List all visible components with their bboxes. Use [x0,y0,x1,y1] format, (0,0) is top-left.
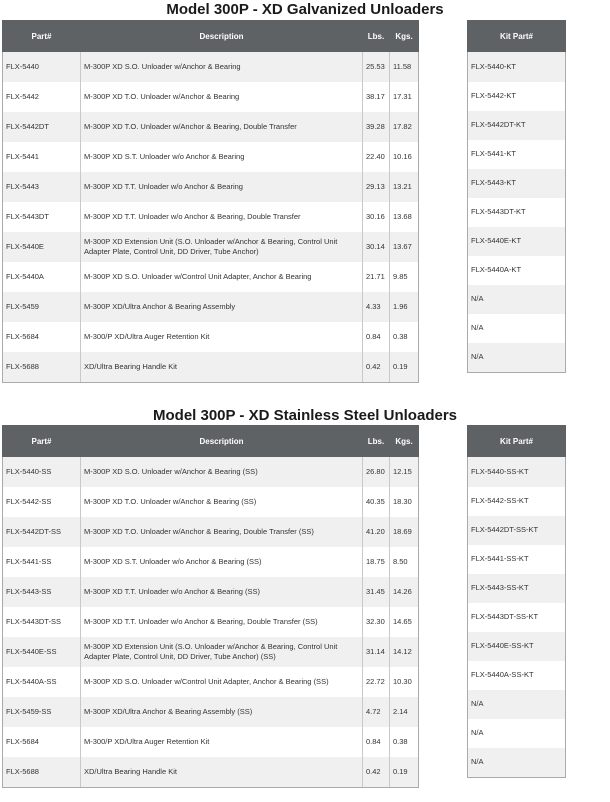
weight-lbs-cell: 21.71 [363,262,390,292]
weight-lbs-cell: 41.20 [363,517,390,547]
table-row [3,52,419,83]
column-header-lbs: Lbs. [363,21,390,52]
weight-kgs-cell: 2.14 [390,697,419,727]
description-cell: M-300P XD Extension Unit (S.O. Unloader w/Anchor & Bearing, Control Unit Adapter Plate, Control Unit, DD Driver, Tube Anchor) (SS) [81,637,363,667]
description-cell: XD/Ultra Bearing Handle Kit [81,352,363,383]
part-number-cell: FLX-5443 [3,172,81,202]
weight-kgs-cell: 18.30 [390,487,419,517]
kit-part-cell: FLX-5440E-KT [468,227,566,256]
table-row [468,632,566,661]
kit-part-cell: N/A [468,690,566,719]
weight-kgs-cell: 18.69 [390,517,419,547]
kit-part-cell: FLX-5440-SS-KT [468,457,566,487]
table-row [468,227,566,256]
description-cell: XD/Ultra Bearing Handle Kit [81,757,363,788]
kit-part-cell: FLX-5441-SS-KT [468,545,566,574]
part-number-cell: FLX-5441-SS [3,547,81,577]
description-cell: M-300P XD T.T. Unloader w/o Anchor & Bearing (SS) [81,577,363,607]
column-header-kgs: Kgs. [390,21,419,52]
weight-lbs-cell: 31.14 [363,637,390,667]
table-row [3,202,419,232]
weight-kgs-cell: 8.50 [390,547,419,577]
table-row [3,232,419,262]
stainless-parts-table [2,425,419,788]
description-cell: M-300P XD T.T. Unloader w/o Anchor & Bearing [81,172,363,202]
column-header-part: Part# [3,21,81,52]
kit-part-cell: N/A [468,285,566,314]
description-cell: M-300P XD T.O. Unloader w/Anchor & Bearing, Double Transfer [81,112,363,142]
weight-lbs-cell: 0.84 [363,322,390,352]
column-header-kit: Kit Part# [468,426,566,457]
kit-part-cell: FLX-5443-SS-KT [468,574,566,603]
table-row [3,172,419,202]
table-header-row [468,426,566,457]
kit-part-cell: FLX-5442DT-KT [468,111,566,140]
part-number-cell: FLX-5440A [3,262,81,292]
table-row [3,667,419,697]
weight-lbs-cell: 4.72 [363,697,390,727]
weight-lbs-cell: 22.72 [363,667,390,697]
weight-lbs-cell: 30.16 [363,202,390,232]
table-row [468,574,566,603]
part-number-cell: FLX-5442 [3,82,81,112]
table-row [3,457,419,488]
table-row [468,111,566,140]
weight-kgs-cell: 11.58 [390,52,419,83]
kit-part-cell: FLX-5442-KT [468,82,566,111]
part-number-cell: FLX-5688 [3,757,81,788]
part-number-cell: FLX-5442DT [3,112,81,142]
column-header-description: Description [81,426,363,457]
weight-kgs-cell: 12.15 [390,457,419,488]
part-number-cell: FLX-5441 [3,142,81,172]
column-header-kgs: Kgs. [390,426,419,457]
table-header-row [468,21,566,52]
weight-kgs-cell: 14.65 [390,607,419,637]
part-number-cell: FLX-5442DT-SS [3,517,81,547]
table-row [3,547,419,577]
table-row [3,607,419,637]
description-cell: M-300P XD T.O. Unloader w/Anchor & Bearing (SS) [81,487,363,517]
table-row [468,140,566,169]
part-number-cell: FLX-5443DT-SS [3,607,81,637]
kit-part-cell: N/A [468,748,566,778]
part-number-cell: FLX-5684 [3,322,81,352]
description-cell: M-300/P XD/Ultra Auger Retention Kit [81,322,363,352]
description-cell: M-300P XD S.O. Unloader w/Anchor & Bearing (SS) [81,457,363,488]
kit-part-cell: FLX-5440E-SS-KT [468,632,566,661]
weight-kgs-cell: 0.19 [390,352,419,383]
weight-kgs-cell: 17.82 [390,112,419,142]
kit-part-cell: FLX-5440A-SS-KT [468,661,566,690]
weight-lbs-cell: 29.13 [363,172,390,202]
table-row [468,343,566,373]
weight-kgs-cell: 10.16 [390,142,419,172]
weight-kgs-cell: 1.96 [390,292,419,322]
part-number-cell: FLX-5442-SS [3,487,81,517]
kit-part-cell: FLX-5443-KT [468,169,566,198]
part-number-cell: FLX-5440E [3,232,81,262]
part-number-cell: FLX-5440-SS [3,457,81,488]
section-title: Model 300P - XD Galvanized Unloaders [166,1,444,18]
description-cell: M-300P XD S.O. Unloader w/Anchor & Bearing [81,52,363,83]
weight-lbs-cell: 22.40 [363,142,390,172]
weight-lbs-cell: 18.75 [363,547,390,577]
weight-kgs-cell: 17.31 [390,82,419,112]
kit-part-cell: N/A [468,719,566,748]
table-row [3,517,419,547]
part-number-cell: FLX-5684 [3,727,81,757]
table-row [3,142,419,172]
table-header-row [3,21,419,52]
column-header-kit: Kit Part# [468,21,566,52]
weight-kgs-cell: 10.30 [390,667,419,697]
weight-kgs-cell: 13.67 [390,232,419,262]
kit-part-cell: FLX-5442DT-SS-KT [468,516,566,545]
part-number-cell: FLX-5440 [3,52,81,83]
kit-part-cell: FLX-5440A-KT [468,256,566,285]
weight-lbs-cell: 4.33 [363,292,390,322]
table-row [3,697,419,727]
part-number-cell: FLX-5443-SS [3,577,81,607]
table-row [468,748,566,778]
table-row [3,352,419,383]
section-title: Model 300P - XD Stainless Steel Unloaders [153,407,457,424]
kit-part-cell: FLX-5443DT-SS-KT [468,603,566,632]
description-cell: M-300P XD S.T. Unloader w/o Anchor & Bearing [81,142,363,172]
table-row [468,719,566,748]
description-cell: M-300P XD S.O. Unloader w/Control Unit Adapter, Anchor & Bearing [81,262,363,292]
weight-kgs-cell: 0.38 [390,322,419,352]
part-number-cell: FLX-5459-SS [3,697,81,727]
part-number-cell: FLX-5688 [3,352,81,383]
table-row [468,82,566,111]
weight-kgs-cell: 13.21 [390,172,419,202]
description-cell: M-300P XD/Ultra Anchor & Bearing Assembly (SS) [81,697,363,727]
description-cell: M-300P XD S.O. Unloader w/Control Unit Adapter, Anchor & Bearing (SS) [81,667,363,697]
weight-lbs-cell: 40.35 [363,487,390,517]
table-row [468,457,566,487]
part-number-cell: FLX-5459 [3,292,81,322]
table-row [468,487,566,516]
stainless-kit-table [467,425,566,778]
description-cell: M-300P XD T.T. Unloader w/o Anchor & Bearing, Double Transfer (SS) [81,607,363,637]
description-cell: M-300/P XD/Ultra Auger Retention Kit [81,727,363,757]
kit-part-cell: N/A [468,343,566,373]
weight-lbs-cell: 32.30 [363,607,390,637]
weight-lbs-cell: 39.28 [363,112,390,142]
kit-part-cell: N/A [468,314,566,343]
weight-kgs-cell: 14.12 [390,637,419,667]
table-row [468,690,566,719]
weight-lbs-cell: 25.53 [363,52,390,83]
description-cell: M-300P XD Extension Unit (S.O. Unloader w/Anchor & Bearing, Control Unit Adapter Plate, Control Unit, DD Driver, Tube Anchor) [81,232,363,262]
galvanized-parts-table [2,20,419,383]
kit-part-cell: FLX-5442-SS-KT [468,487,566,516]
weight-lbs-cell: 31.45 [363,577,390,607]
description-cell: M-300P XD/Ultra Anchor & Bearing Assembly [81,292,363,322]
table-row [3,292,419,322]
column-header-description: Description [81,21,363,52]
table-row [468,603,566,632]
part-number-cell: FLX-5443DT [3,202,81,232]
weight-lbs-cell: 38.17 [363,82,390,112]
table-header-row [3,426,419,457]
table-row [3,757,419,788]
table-row [468,169,566,198]
description-cell: M-300P XD T.O. Unloader w/Anchor & Bearing, Double Transfer (SS) [81,517,363,547]
description-cell: M-300P XD T.O. Unloader w/Anchor & Bearing [81,82,363,112]
table-row [468,198,566,227]
table-row [3,637,419,667]
weight-lbs-cell: 26.80 [363,457,390,488]
table-row [3,577,419,607]
weight-kgs-cell: 9.85 [390,262,419,292]
part-number-cell: FLX-5440E-SS [3,637,81,667]
table-row [468,516,566,545]
weight-lbs-cell: 0.84 [363,727,390,757]
weight-kgs-cell: 13.68 [390,202,419,232]
table-row [3,112,419,142]
column-header-part: Part# [3,426,81,457]
description-cell: M-300P XD S.T. Unloader w/o Anchor & Bearing (SS) [81,547,363,577]
kit-part-cell: FLX-5441-KT [468,140,566,169]
table-row [468,661,566,690]
table-row [468,256,566,285]
table-row [3,82,419,112]
table-row [3,487,419,517]
weight-kgs-cell: 0.38 [390,727,419,757]
table-row [3,727,419,757]
kit-part-cell: FLX-5443DT-KT [468,198,566,227]
kit-part-cell: FLX-5440-KT [468,52,566,82]
part-number-cell: FLX-5440A-SS [3,667,81,697]
table-row [3,262,419,292]
table-row [3,322,419,352]
table-row [468,314,566,343]
column-header-lbs: Lbs. [363,426,390,457]
galvanized-kit-table [467,20,566,373]
weight-lbs-cell: 30.14 [363,232,390,262]
description-cell: M-300P XD T.T. Unloader w/o Anchor & Bearing, Double Transfer [81,202,363,232]
weight-lbs-cell: 0.42 [363,757,390,788]
table-row [468,52,566,82]
weight-kgs-cell: 0.19 [390,757,419,788]
table-row [468,285,566,314]
weight-lbs-cell: 0.42 [363,352,390,383]
table-row [468,545,566,574]
weight-kgs-cell: 14.26 [390,577,419,607]
